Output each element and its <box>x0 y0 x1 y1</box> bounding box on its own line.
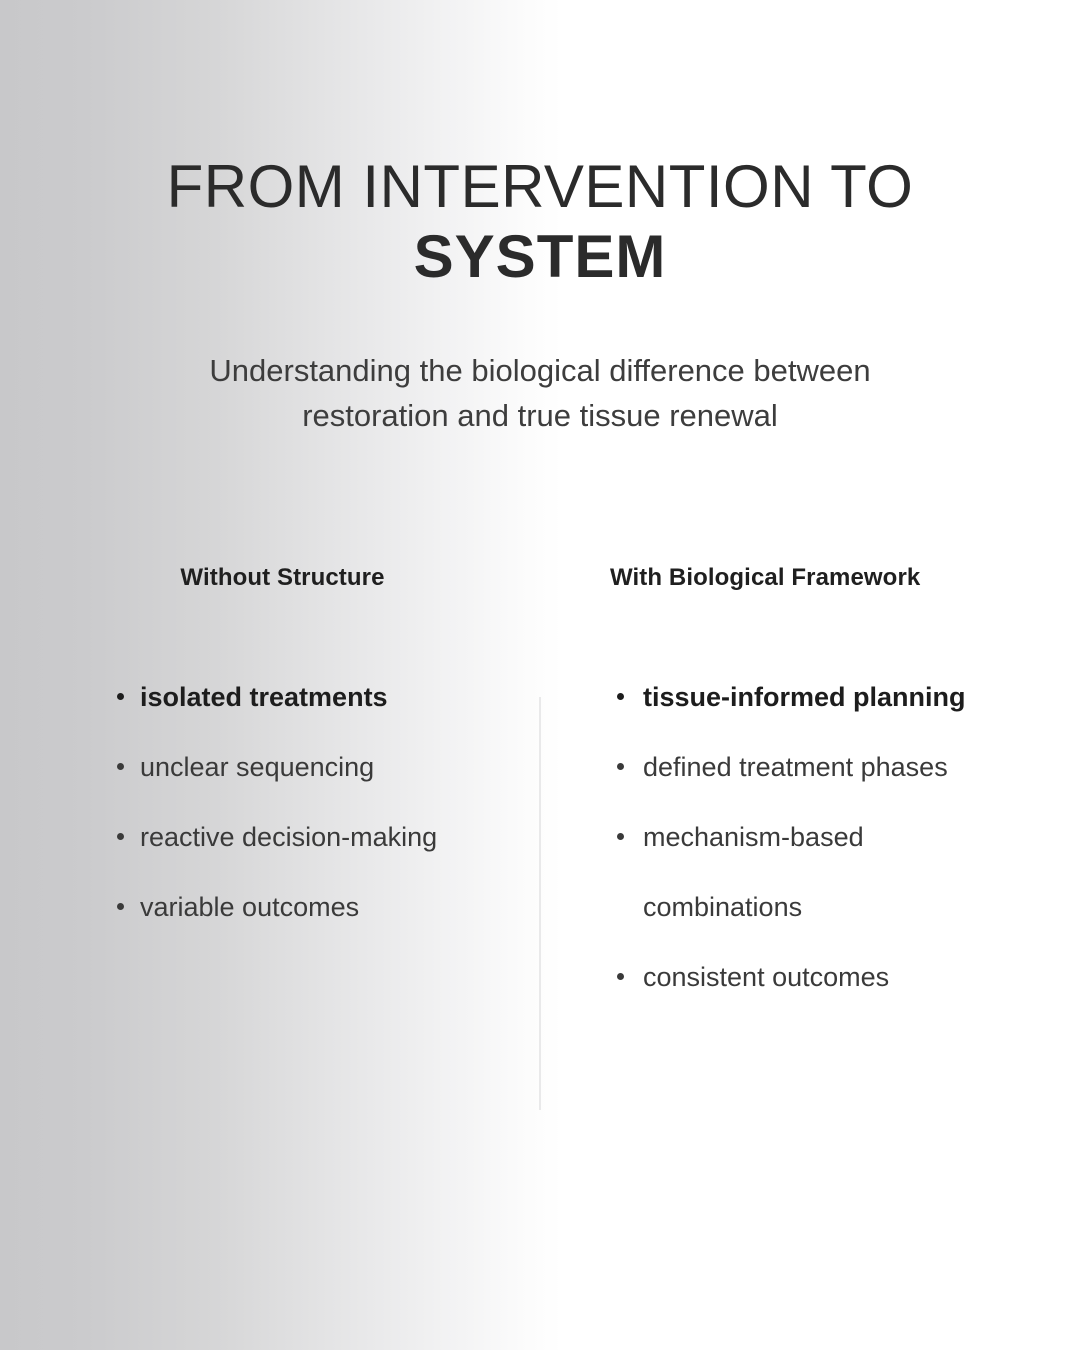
list-item: unclear sequencing <box>110 732 510 802</box>
list-item: consistent outcomes <box>610 942 1030 1012</box>
list-without-structure <box>110 662 510 942</box>
list-item: isolated treatments <box>110 662 510 732</box>
page-header <box>0 152 1080 292</box>
list-item: mechanism-based combinations <box>610 802 1030 942</box>
comparison-columns <box>0 562 1080 1122</box>
page-title-line-2: SYSTEM <box>413 223 667 290</box>
column-heading-without-structure: Without Structure <box>180 564 385 591</box>
list-with-biological-framework <box>610 662 1030 1012</box>
column-heading-with-biological-framework: With Biological Framework <box>610 564 921 591</box>
page-subtitle <box>140 348 940 438</box>
page-title-line-1: FROM INTERVENTION TO <box>166 153 914 220</box>
list-item: variable outcomes <box>110 872 510 942</box>
page-subtitle-line-2: restoration and true tissue renewal <box>302 398 778 433</box>
column-without-structure <box>110 562 510 922</box>
column-with-biological-framework <box>610 562 1030 992</box>
list-item: defined treatment phases <box>610 732 1030 802</box>
page-subtitle-line-1: Understanding the biological difference between <box>209 353 871 388</box>
list-item: tissue-informed planning <box>610 662 1030 732</box>
list-item: reactive decision-making <box>110 802 510 872</box>
